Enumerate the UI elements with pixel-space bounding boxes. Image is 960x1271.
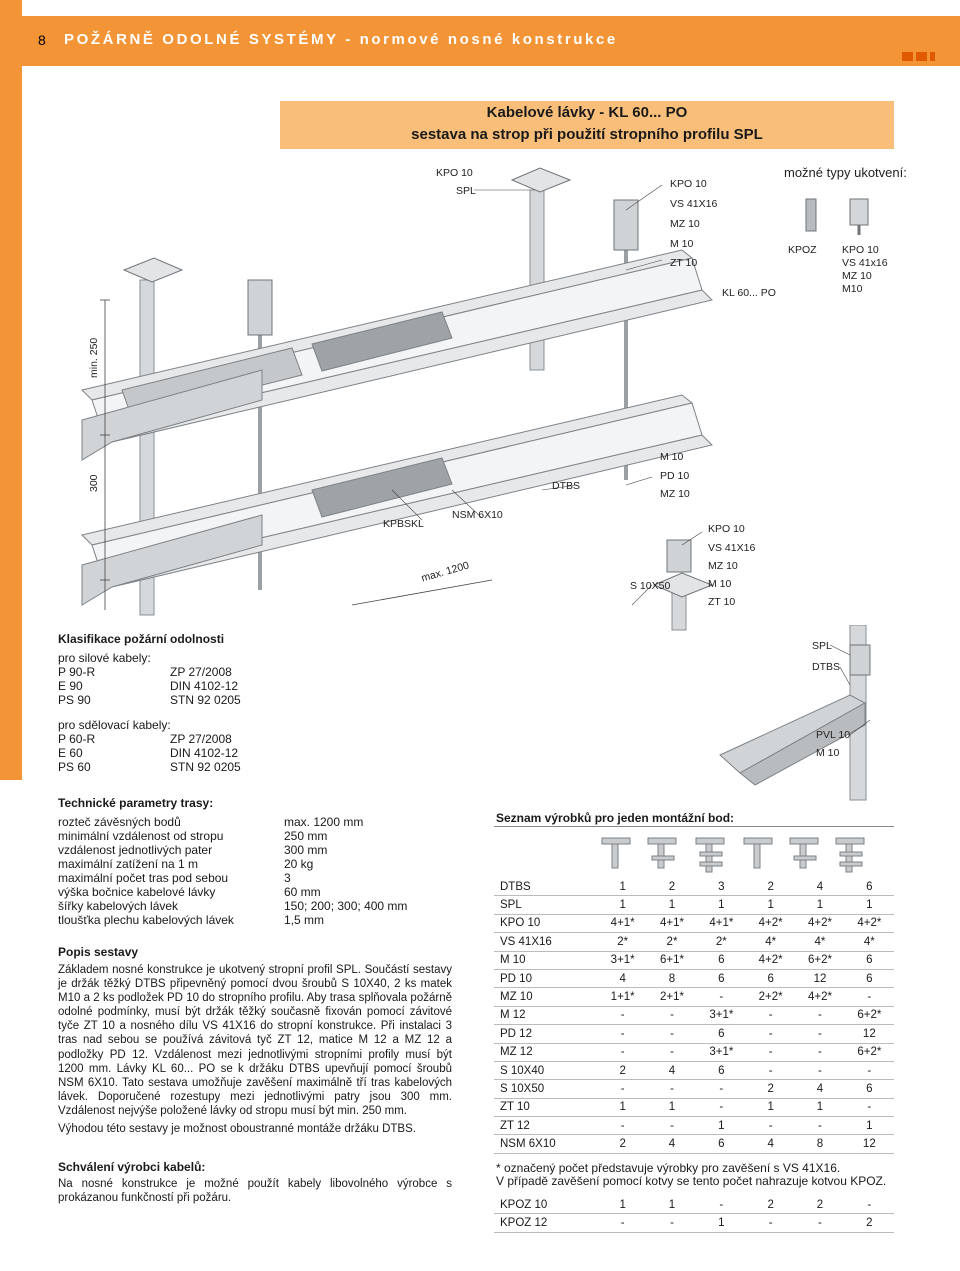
bom-cell: 8 <box>647 969 696 987</box>
label-kpo10-top: KPO 10 <box>436 167 473 179</box>
bom-item-name: S 10X50 <box>494 1080 598 1098</box>
label-mz10-right: MZ 10 <box>670 218 700 230</box>
param-value: 150; 200; 300; 400 mm <box>284 899 408 913</box>
bom-cell: 1 <box>746 1098 795 1116</box>
header-decor-square <box>916 52 927 61</box>
param-value: max. 1200 mm <box>284 815 364 829</box>
bom-cell: 1+1* <box>598 988 647 1006</box>
mounting-icons <box>798 195 878 235</box>
bom-cell: - <box>697 1080 746 1098</box>
bom-cell: 12 <box>795 969 844 987</box>
bom-cell: - <box>795 1214 844 1232</box>
bom-cell: - <box>795 1061 844 1079</box>
label-mz10-mid: MZ 10 <box>660 488 690 500</box>
label-vs41x16-bottom: VS 41X16 <box>708 542 756 554</box>
description-text: Základem nosné konstrukce je ukotvený stropní profil SPL. Součástí sestavy je držák těžký DTBS připevněný pomocí dvou šroubů S 10X40, 2 ks matek M10 a 2 ks podložek PD 10 do stropního profilu. Aby trasa splňovala požárně odolné podmínky, musí být držák těžký současně fixován pomocí závitové tyče ZT 10 a nosného dílu VS 41X16 do stropní konstrukce. Při instalaci 3 tras nad sebou se používá závitová tyč ZT 12, matice M 12 a MZ 12 a podložky PD 12. Vzdálenost mezi jednotlivými stropními profily musí být 1200 mm. Lávky KL 60... PO se k držáku DTBS upevňují pomocí šroubů NSM 6X10. Tato sestava umožňuje zavěšení maximálně tří tras kabelových lávek. Doporučené rozestupy mezi jednotlivými patry jsou 300 mm. Vzdálenost nejvýše položené lávky od stropu musí být min. 250 mm. <box>58 964 452 1117</box>
param-key: rozteč závěsných bodů <box>58 815 181 829</box>
param-key: maximální zatížení na 1 m <box>58 857 199 871</box>
bom-cell: 1 <box>598 1098 647 1116</box>
vs-holder-bottom <box>667 540 691 572</box>
bom-cell: 6 <box>697 1025 746 1043</box>
bom-cell: 4* <box>746 933 795 951</box>
bom-cell: 2* <box>647 933 696 951</box>
label-spl-top: SPL <box>456 185 476 197</box>
header-decor-square <box>930 52 935 61</box>
label-vs41x16-right: VS 41X16 <box>670 198 718 210</box>
param-row <box>58 899 468 913</box>
bom-cell: 4* <box>845 933 894 951</box>
config-icon-6 <box>836 838 864 844</box>
bom-cell: 2 <box>746 1196 795 1214</box>
bom-cell: 6 <box>697 1061 746 1079</box>
bom-cell: 4 <box>647 1061 696 1079</box>
bom-cell: 2 <box>746 878 795 896</box>
bom-cell: - <box>795 1117 844 1135</box>
bom-row <box>494 1196 894 1214</box>
bom-cell: - <box>598 1214 647 1232</box>
params-list <box>58 815 468 927</box>
bom-cell: 1 <box>598 896 647 914</box>
bom-cell: - <box>795 1025 844 1043</box>
bom-row <box>494 914 894 932</box>
param-row <box>58 885 468 899</box>
bom-cell: 12 <box>845 1025 894 1043</box>
bom-cell: 2 <box>746 1080 795 1098</box>
label-max1200: max. 1200 <box>420 559 471 585</box>
bom-cell: 6 <box>697 1135 746 1153</box>
bom-cell: - <box>795 1006 844 1024</box>
bom-cell: - <box>845 1098 894 1116</box>
bom-cell: - <box>746 1006 795 1024</box>
bom-cell: - <box>845 1196 894 1214</box>
label-300: 300 <box>88 474 100 492</box>
label-dtbs: DTBS <box>552 480 581 492</box>
params-title: Technické parametry trasy: <box>58 796 214 810</box>
param-row <box>58 871 468 885</box>
bom-cell: - <box>598 1043 647 1061</box>
bom-cell: - <box>647 1025 696 1043</box>
bom-item-name: KPOZ 12 <box>494 1214 598 1232</box>
bom-item-name: M 12 <box>494 1006 598 1024</box>
bom-cell: 2+1* <box>647 988 696 1006</box>
bom-cell: - <box>845 988 894 1006</box>
mounting-title: možné typy ukotvení: <box>784 165 907 180</box>
param-key: vzdálenost jednotlivých pater <box>58 843 213 857</box>
label-s10x50: S 10X50 <box>630 580 671 592</box>
description-advantage: Výhodou této sestavy je možnost oboustranné montáže držáku DTBS. <box>58 1123 416 1135</box>
label-m10-mid: M 10 <box>660 451 684 463</box>
bom-row <box>494 951 894 969</box>
bom-cell: 1 <box>647 896 696 914</box>
param-row <box>58 815 468 829</box>
comm-k-2: PS 60 <box>58 760 91 774</box>
label-kl60po: KL 60... PO <box>722 287 776 299</box>
config-icon-5 <box>790 838 818 844</box>
bom-row <box>494 1135 894 1153</box>
bom-title-underline <box>494 826 894 827</box>
bom-cell: 4 <box>795 1080 844 1098</box>
detail-label-pvl10: PVL 10 <box>816 729 851 741</box>
comm-v-0: ZP 27/2008 <box>170 732 232 746</box>
label-min250: min. 250 <box>88 337 100 378</box>
bom-item-name: PD 12 <box>494 1025 598 1043</box>
bom-cell: - <box>647 1006 696 1024</box>
bom-cell: - <box>795 1043 844 1061</box>
product-title: Kabelové lávky - KL 60... PO <box>486 104 688 121</box>
bom-cell: - <box>647 1043 696 1061</box>
bom-cell: 2 <box>845 1214 894 1232</box>
header-title: POŽÁRNĚ ODOLNÉ SYSTÉMY - normové nosné konstrukce <box>64 31 618 48</box>
kpoz-anchor-icon <box>806 199 816 231</box>
power-cables-title: pro silové kabely: <box>58 651 151 665</box>
bom-cell: 4+1* <box>697 914 746 932</box>
param-row <box>58 843 468 857</box>
bom-cell: 3+1* <box>697 1043 746 1061</box>
approval-text: Na nosné konstrukce je možné použít kabely libovolného výrobce s prokázanou funkčností při požáru. <box>58 1178 452 1205</box>
bom-cell: 6 <box>845 1080 894 1098</box>
bom-cell: 1 <box>647 1196 696 1214</box>
bom-item-name: SPL <box>494 896 598 914</box>
classification-title: Klasifikace požární odolnosti <box>58 632 225 646</box>
bom-cell: 1 <box>795 1098 844 1116</box>
bom-cell: 4+2* <box>845 914 894 932</box>
bom-cell: 4 <box>746 1135 795 1153</box>
bom-cell: 4* <box>795 933 844 951</box>
label-mz10-bottom: MZ 10 <box>708 560 738 572</box>
comm-cables-title: pro sdělovací kabely: <box>58 718 171 732</box>
detail-label-dtbs: DTBS <box>812 661 841 673</box>
bom-table <box>494 878 894 1154</box>
label-kpoz: KPOZ <box>788 244 817 256</box>
bom-cell: - <box>746 1043 795 1061</box>
detail-holder <box>850 645 870 675</box>
bom-row <box>494 1025 894 1043</box>
label-zt10-bottom: ZT 10 <box>708 596 736 608</box>
param-row <box>58 857 468 871</box>
bom-row <box>494 933 894 951</box>
bom-cell: 2+2* <box>746 988 795 1006</box>
bom-cell: 4+1* <box>598 914 647 932</box>
bom-cell: 1 <box>598 1196 647 1214</box>
bom-cell: 2 <box>647 878 696 896</box>
param-key: maximální počet tras pod sebou <box>58 871 229 885</box>
bom-cell: 4+2* <box>746 914 795 932</box>
param-value: 20 kg <box>284 857 314 871</box>
page-number: 8 <box>38 32 46 48</box>
bom-note-2: V případě zavěšení pomocí kotvy se tento počet nahrazuje kotvou KPOZ. <box>496 1174 887 1188</box>
bom-row <box>494 1117 894 1135</box>
param-value: 1,5 mm <box>284 913 325 927</box>
bom-cell: 6 <box>845 878 894 896</box>
bom-cell: 1 <box>598 878 647 896</box>
config-icon-4 <box>744 838 772 844</box>
bom-row <box>494 896 894 914</box>
bom-cell: - <box>598 1080 647 1098</box>
power-v-1: DIN 4102-12 <box>170 679 239 693</box>
bom-cell: - <box>746 1117 795 1135</box>
label-pd10: PD 10 <box>660 470 690 482</box>
anchor-plate-left <box>124 258 182 282</box>
label-mount-kpo10: KPO 10 <box>842 244 879 256</box>
bom-cell: - <box>697 988 746 1006</box>
power-v-2: STN 92 0205 <box>170 693 241 707</box>
bom-cell: 2 <box>795 1196 844 1214</box>
detail-label-spl: SPL <box>812 640 832 652</box>
bom-item-name: M 10 <box>494 951 598 969</box>
bom-cell: 6 <box>697 951 746 969</box>
label-mount-mz: MZ 10 <box>842 270 872 282</box>
label-kpbskl: KPBSKL <box>383 518 424 530</box>
bom-item-name: KPOZ 10 <box>494 1196 598 1214</box>
config-icon-3 <box>696 838 724 844</box>
bom-row <box>494 1061 894 1079</box>
bom-row <box>494 878 894 896</box>
bom-cell: - <box>845 1061 894 1079</box>
bom-table-kpoz <box>494 1196 894 1233</box>
label-m10-right: M 10 <box>670 238 694 250</box>
bom-row <box>494 1006 894 1024</box>
param-key: šířky kabelových lávek <box>58 899 179 913</box>
detail-drawing <box>700 625 890 805</box>
bom-cell: - <box>647 1080 696 1098</box>
bom-cell: 1 <box>845 896 894 914</box>
config-icon-2 <box>648 838 676 844</box>
anchor-plate-mid <box>512 168 570 192</box>
param-row <box>58 829 468 843</box>
bom-row <box>494 1098 894 1116</box>
bom-cell: - <box>647 1214 696 1232</box>
label-kpo10-right: KPO 10 <box>670 178 707 190</box>
vs-holder-right <box>614 200 638 250</box>
bom-cell: 6 <box>845 951 894 969</box>
bom-cell: 1 <box>647 1098 696 1116</box>
bom-title: Seznam výrobků pro jeden montážní bod: <box>496 811 735 825</box>
label-nsm6x10: NSM 6X10 <box>452 509 503 521</box>
bom-cell: 1 <box>697 896 746 914</box>
bom-cell: - <box>598 1117 647 1135</box>
bom-cell: 1 <box>746 896 795 914</box>
kpo-anchor-icon <box>850 199 868 225</box>
bom-row <box>494 988 894 1006</box>
bom-cell: 6+1* <box>647 951 696 969</box>
bom-cell: 4+2* <box>746 951 795 969</box>
bom-cell: 4 <box>647 1135 696 1153</box>
bom-cell: 4 <box>598 969 647 987</box>
label-mount-m: M10 <box>842 283 863 295</box>
param-key: tloušťka plechu kabelových lávek <box>58 913 234 927</box>
bom-row <box>494 969 894 987</box>
approval-title: Schválení výrobci kabelů: <box>58 1160 206 1174</box>
config-icon-1 <box>602 838 630 844</box>
bom-row <box>494 1214 894 1232</box>
description-title: Popis sestavy <box>58 945 139 959</box>
bom-item-name: MZ 12 <box>494 1043 598 1061</box>
bom-item-name: ZT 12 <box>494 1117 598 1135</box>
power-k-0: P 90-R <box>58 665 96 679</box>
bom-cell: 6 <box>746 969 795 987</box>
product-subtitle: sestava na strop při použití stropního profilu SPL <box>411 126 763 143</box>
bom-item-name: NSM 6X10 <box>494 1135 598 1153</box>
bom-cell: 6+2* <box>845 1043 894 1061</box>
bom-cell: - <box>746 1061 795 1079</box>
bom-cell: 6 <box>697 969 746 987</box>
param-key: minimální vzdálenost od stropu <box>58 829 224 843</box>
bom-cell: 2* <box>598 933 647 951</box>
bom-cell: 12 <box>845 1135 894 1153</box>
bom-row <box>494 1043 894 1061</box>
comm-v-2: STN 92 0205 <box>170 760 241 774</box>
bom-item-name: ZT 10 <box>494 1098 598 1116</box>
bom-note-1: * označený počet představuje výrobky pro zavěšení s VS 41X16. <box>496 1161 841 1175</box>
comm-v-1: DIN 4102-12 <box>170 746 239 760</box>
classification-accent-bar <box>0 632 22 780</box>
comm-k-0: P 60-R <box>58 732 96 746</box>
label-mount-vs: VS 41x16 <box>842 257 888 269</box>
bom-row <box>494 1080 894 1098</box>
param-value: 3 <box>284 871 291 885</box>
bom-cell: - <box>746 1214 795 1232</box>
param-value: 250 mm <box>284 829 328 843</box>
bom-cell: - <box>697 1196 746 1214</box>
bom-cell: - <box>746 1025 795 1043</box>
header-decor-square <box>902 52 913 61</box>
left-accent-bar <box>0 0 22 640</box>
bom-cell: 2* <box>697 933 746 951</box>
bom-cell: 1 <box>795 896 844 914</box>
bom-item-name: S 10X40 <box>494 1061 598 1079</box>
bom-item-name: VS 41X16 <box>494 933 598 951</box>
comm-k-1: E 60 <box>58 746 83 760</box>
bom-cell: 2 <box>598 1061 647 1079</box>
bom-cell: 6+2* <box>845 1006 894 1024</box>
power-k-2: PS 90 <box>58 693 91 707</box>
bom-cell: 6 <box>845 969 894 987</box>
bom-cell: 4+1* <box>647 914 696 932</box>
bom-cell: 3 <box>697 878 746 896</box>
bom-cell: 4+2* <box>795 914 844 932</box>
param-row <box>58 913 468 927</box>
bom-cell: 4+2* <box>795 988 844 1006</box>
detail-label-m10: M 10 <box>816 747 840 759</box>
bom-cell: - <box>598 1025 647 1043</box>
label-zt10-right: ZT 10 <box>670 257 698 269</box>
bom-item-name: DTBS <box>494 878 598 896</box>
param-key: výška bočnice kabelové lávky <box>58 885 216 899</box>
bom-config-icons <box>592 834 892 874</box>
bom-cell: 3+1* <box>697 1006 746 1024</box>
param-value: 60 mm <box>284 885 321 899</box>
vs-holder-left <box>248 280 272 335</box>
bom-cell: - <box>697 1098 746 1116</box>
label-kpo10-bottom: KPO 10 <box>708 523 745 535</box>
label-m10-bottom: M 10 <box>708 578 732 590</box>
param-value: 300 mm <box>284 843 328 857</box>
bom-cell: 8 <box>795 1135 844 1153</box>
power-k-1: E 90 <box>58 679 83 693</box>
power-v-0: ZP 27/2008 <box>170 665 232 679</box>
bom-cell: 2 <box>598 1135 647 1153</box>
bom-item-name: KPO 10 <box>494 914 598 932</box>
bom-cell: 1 <box>845 1117 894 1135</box>
bom-cell: - <box>647 1117 696 1135</box>
bom-cell: - <box>598 1006 647 1024</box>
bom-cell: 1 <box>697 1214 746 1232</box>
bom-item-name: MZ 10 <box>494 988 598 1006</box>
bom-cell: 1 <box>697 1117 746 1135</box>
bom-cell: 6+2* <box>795 951 844 969</box>
bom-cell: 4 <box>795 878 844 896</box>
bom-item-name: PD 10 <box>494 969 598 987</box>
bom-cell: 3+1* <box>598 951 647 969</box>
